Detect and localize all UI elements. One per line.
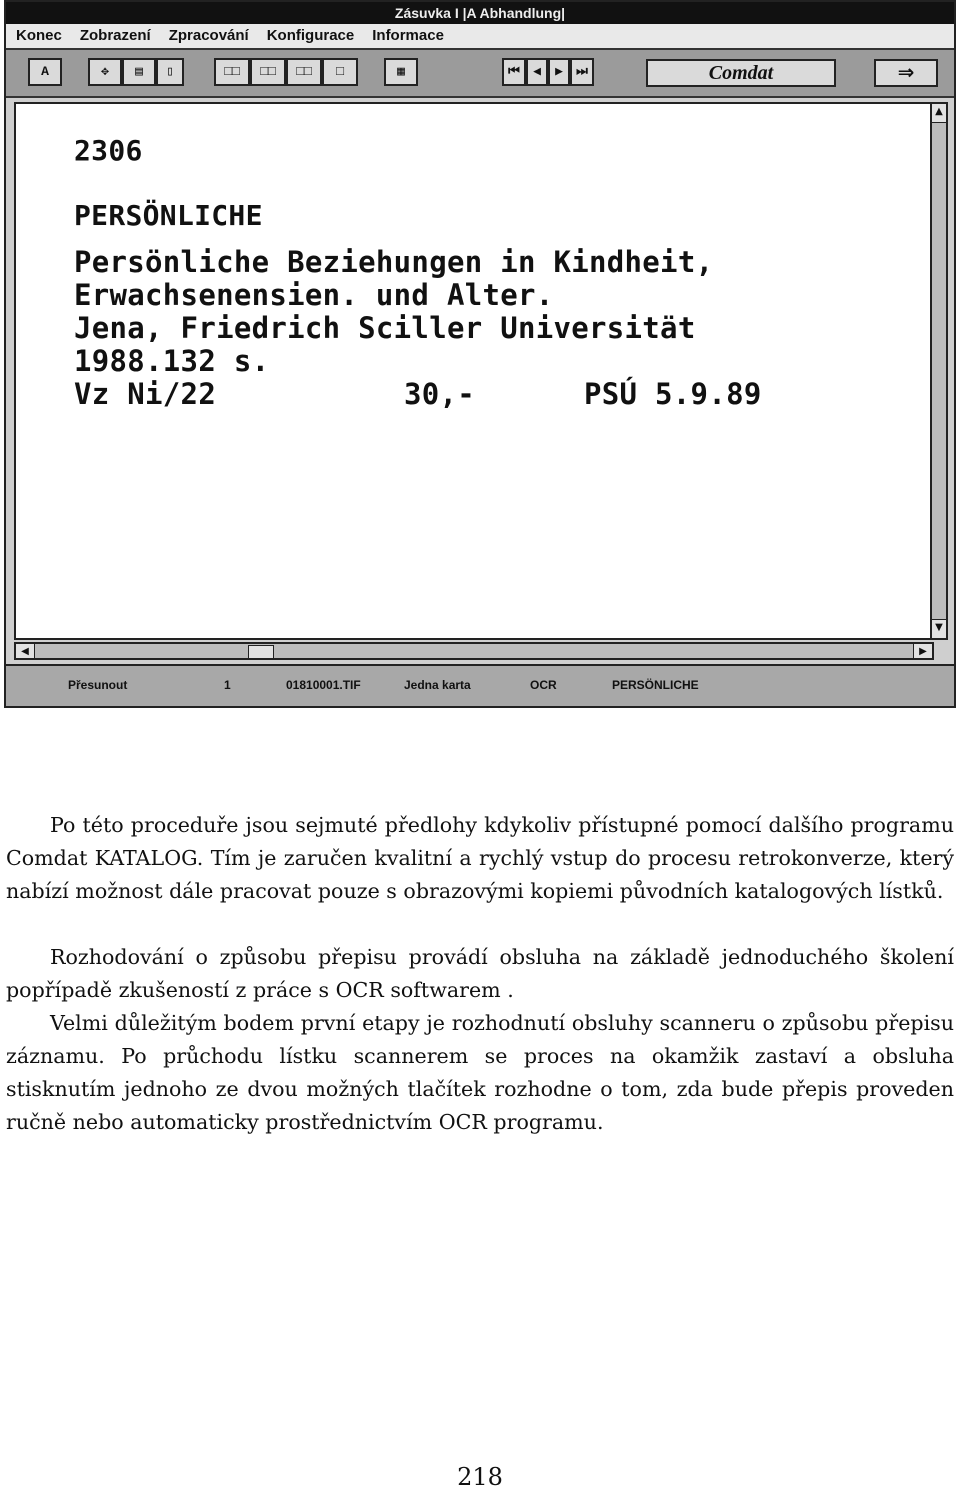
card-price: 30,- bbox=[404, 377, 476, 411]
zoom-100-icon[interactable]: □□ bbox=[214, 58, 250, 86]
scroll-up-icon[interactable]: ▲ bbox=[932, 104, 946, 123]
catalog-card bbox=[74, 134, 762, 411]
move-icon[interactable]: ✥ bbox=[88, 58, 122, 86]
card-line: 1988.132 s. bbox=[74, 344, 270, 378]
status-bar bbox=[6, 664, 954, 706]
menu-konfigurace[interactable]: Konfigurace bbox=[266, 27, 355, 44]
card-date: PSÚ 5.9.89 bbox=[584, 377, 762, 411]
app-screenshot bbox=[4, 0, 956, 708]
status-doc: Jedna karta bbox=[404, 678, 471, 692]
menu-zobrazeni[interactable]: Zobrazení bbox=[79, 27, 151, 44]
first-page-icon[interactable]: ⏮ bbox=[502, 58, 526, 86]
zoom-50-icon[interactable]: □□ bbox=[250, 58, 286, 86]
prev-page-icon[interactable]: ◀ bbox=[526, 58, 548, 86]
toolbar bbox=[6, 50, 954, 98]
status-page: 1 bbox=[224, 678, 231, 692]
zoom-25-icon[interactable]: □□ bbox=[286, 58, 322, 86]
paragraph-1: Po této proceduře jsou sejmuté předlohy kdykoliv přístupné pomocí dalšího programu Comdat KATALOG. Tím je zaručen kvalitní a rychlý vstup do procesu retrokonverze, který nabízí možnost dále pracovat pouze s obrazovými kopiemi původních katalogových lístků. bbox=[6, 813, 954, 903]
zoom-fit-icon[interactable]: □ bbox=[322, 58, 358, 86]
arrow-right-icon[interactable]: ⇒ bbox=[874, 59, 938, 87]
card-line: Jena, Friedrich Sciller Universität bbox=[74, 311, 696, 345]
paragraph-2: Rozhodování o způsobu přepisu provádí obsluha na základě jednoduchého školení popřípadě zkušeností z práce s OCR softwarem . bbox=[6, 945, 954, 1002]
page-number: 218 bbox=[457, 1463, 503, 1491]
card-line: Erwachsenensien. und Alter. bbox=[74, 278, 554, 312]
text-tool-icon[interactable]: A bbox=[28, 58, 62, 86]
horizontal-scrollbar[interactable] bbox=[14, 642, 934, 660]
scroll-down-icon[interactable]: ▼ bbox=[932, 619, 946, 638]
window-title: Zásuvka I |A Abhandlung| bbox=[6, 2, 954, 24]
card-signature: Vz Ni/22 bbox=[74, 377, 217, 411]
status-file: 01810001.TIF bbox=[286, 678, 361, 692]
status-category: PERSÖNLICHE bbox=[612, 678, 699, 692]
page-icon[interactable]: ▯ bbox=[156, 58, 184, 86]
menu-zpracovani[interactable]: Zpracování bbox=[168, 27, 249, 44]
status-ocr: OCR bbox=[530, 678, 557, 692]
vertical-scrollbar[interactable] bbox=[930, 102, 948, 640]
document-viewer[interactable] bbox=[14, 102, 934, 640]
print-icon[interactable]: ▤ bbox=[122, 58, 156, 86]
menu-informace[interactable]: Informace bbox=[372, 27, 444, 44]
card-last-line bbox=[74, 378, 762, 411]
menu-konec[interactable]: Konec bbox=[16, 27, 62, 44]
card-line: Persönliche Beziehungen in Kindheit, bbox=[74, 245, 714, 279]
comdat-logo: Comdat bbox=[646, 59, 836, 87]
scroll-thumb[interactable] bbox=[248, 645, 274, 659]
paragraph-3: Velmi důležitým bodem první etapy je rozhodnutí obsluhy scanneru o způsobu přepisu záznamu. Po průchodu lístku scannerem se proces na okamžik zastaví a obsluha stisknutím jednoho ze dvou možných tlačítek rozhodne o tom, zda bude přepis proveden ručně nebo automaticky prostřednictvím OCR programu. bbox=[6, 1011, 954, 1134]
last-page-icon[interactable]: ⏭ bbox=[570, 58, 594, 86]
card-number: 2306 bbox=[74, 134, 143, 167]
status-mode: Přesunout bbox=[68, 678, 128, 692]
card-heading: PERSÖNLICHE bbox=[74, 199, 263, 232]
menu-bar bbox=[6, 24, 954, 50]
scroll-right-icon[interactable]: ▶ bbox=[913, 644, 932, 658]
next-page-icon[interactable]: ▶ bbox=[548, 58, 570, 86]
scan-icon[interactable]: ▦ bbox=[384, 58, 418, 86]
scroll-left-icon[interactable]: ◀ bbox=[16, 644, 35, 658]
